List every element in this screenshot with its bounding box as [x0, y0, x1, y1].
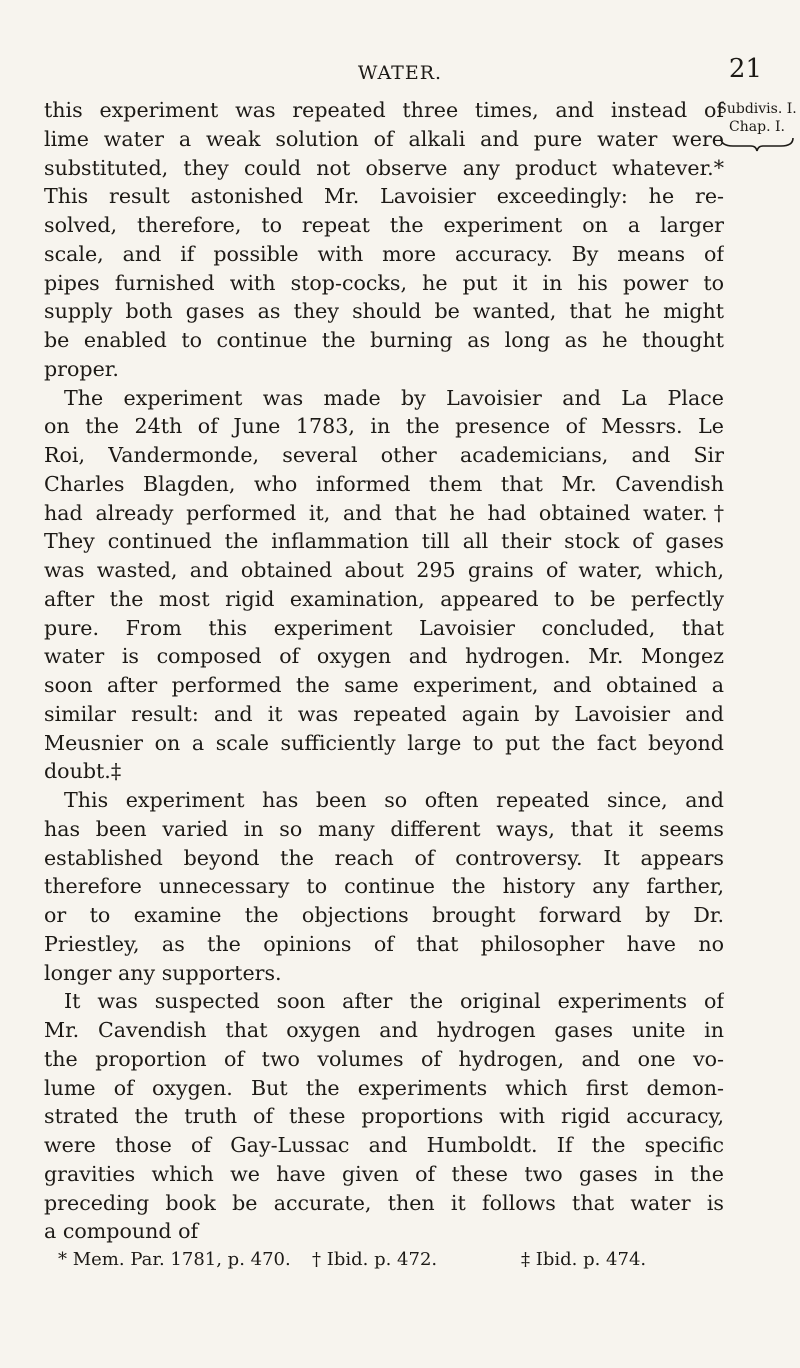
text-line: be enabled to continue the burning as long as he thought [44, 328, 724, 352]
text-line: pure. From this experiment Lavoisier concluded, that [44, 615, 724, 640]
text-line: The experiment was made by Lavoisier and La Place [64, 385, 724, 410]
text-line: gravities which we have given of these two gases in the [44, 1161, 724, 1186]
text-line: preceding book be accurate, then it follows that water is [44, 1190, 724, 1215]
text-line: established beyond the reach of controversy. It appears [44, 845, 724, 870]
text-line: This result astonished Mr. Lavoisier exceedingly: he re- [44, 184, 724, 209]
text-line: Mr. Cavendish that oxygen and hydrogen gases unite in [44, 1018, 724, 1042]
text-line: lime water a weak solution of alkali and pure water were [44, 126, 724, 151]
footnotes [58, 1249, 738, 1279]
text-line: similar result: and it was repeated again by Lavoisier and [44, 701, 724, 726]
text-line: the proportion of two volumes of hydrogen, and one vo- [44, 1046, 724, 1071]
text-line: scale, and if possible with more accuracy. By means of [44, 241, 724, 266]
margin-note [714, 100, 800, 152]
body-text [44, 96, 724, 1246]
running-title: WATER. [357, 62, 443, 84]
text-line: has been varied in so many different ways, that it seems [44, 816, 724, 841]
text-line: Priestley, as the opinions of that philosopher have no [44, 931, 724, 956]
text-line: substituted, they could not observe any product whatever.* [44, 155, 724, 180]
text-line: strated the truth of these proportions with rigid accuracy, [44, 1104, 724, 1129]
text-line: had already performed it, and that he had obtained water.† [44, 500, 724, 525]
text-line: proper. [44, 356, 119, 381]
text-line: Meusnier on a scale sufficiently large to put the fact beyond [44, 730, 724, 755]
text-line: pipes furnished with stop-cocks, he put it in his power to [44, 270, 724, 295]
text-line: It was suspected soon after the original experiments of [64, 989, 724, 1014]
margin-note-subdivision: Subdivis. I. [717, 101, 797, 117]
text-line: this experiment was repeated three times, and instead of [44, 98, 724, 122]
page-number: 21 [728, 54, 762, 84]
text-line: longer any supporters. [44, 960, 282, 985]
text-line: therefore unnecessary to continue the history any farther, [44, 874, 724, 899]
text-line: This experiment has been so often repeated since, and [64, 788, 724, 812]
footnote-dagger: † Ibid. p. 472. [312, 1249, 438, 1270]
text-line: supply both gases as they should be wanted, that he might [44, 299, 724, 324]
text-line: solved, therefore, to repeat the experiment on a larger [44, 213, 724, 237]
text-line: doubt.‡ [44, 759, 122, 784]
text-line: lume of oxygen. But the experiments which first demon- [44, 1075, 724, 1100]
margin-note-chapter: Chap. I. [729, 119, 785, 135]
text-line: Roi, Vandermonde, several other academicians, and Sir [44, 443, 724, 467]
text-line: a compound of [44, 1219, 199, 1244]
footnote-asterisk: * Mem. Par. 1781, p. 470. [58, 1249, 291, 1270]
margin-brace-icon [719, 136, 795, 152]
text-line: on the 24th of June 1783, in the presence of Messrs. Le [44, 414, 724, 439]
text-line: water is composed of oxygen and hydrogen. Mr. Mongez [44, 644, 724, 669]
text-line: after the most rigid examination, appeared to be perfectly [44, 586, 724, 611]
text-line: or to examine the objections brought forward by Dr. [44, 903, 724, 927]
footnote-double-dagger: ‡ Ibid. p. 474. [521, 1249, 647, 1270]
text-line: Charles Blagden, who informed them that Mr. Cavendish [44, 471, 724, 496]
text-line: soon after performed the same experiment, and obtained a [44, 673, 724, 697]
text-line: were those of Gay-Lussac and Humboldt. If the specific [44, 1133, 724, 1157]
text-line: They continued the inflammation till all their stock of gases [44, 529, 724, 554]
text-line: was wasted, and obtained about 295 grains of water, which, [44, 558, 724, 582]
